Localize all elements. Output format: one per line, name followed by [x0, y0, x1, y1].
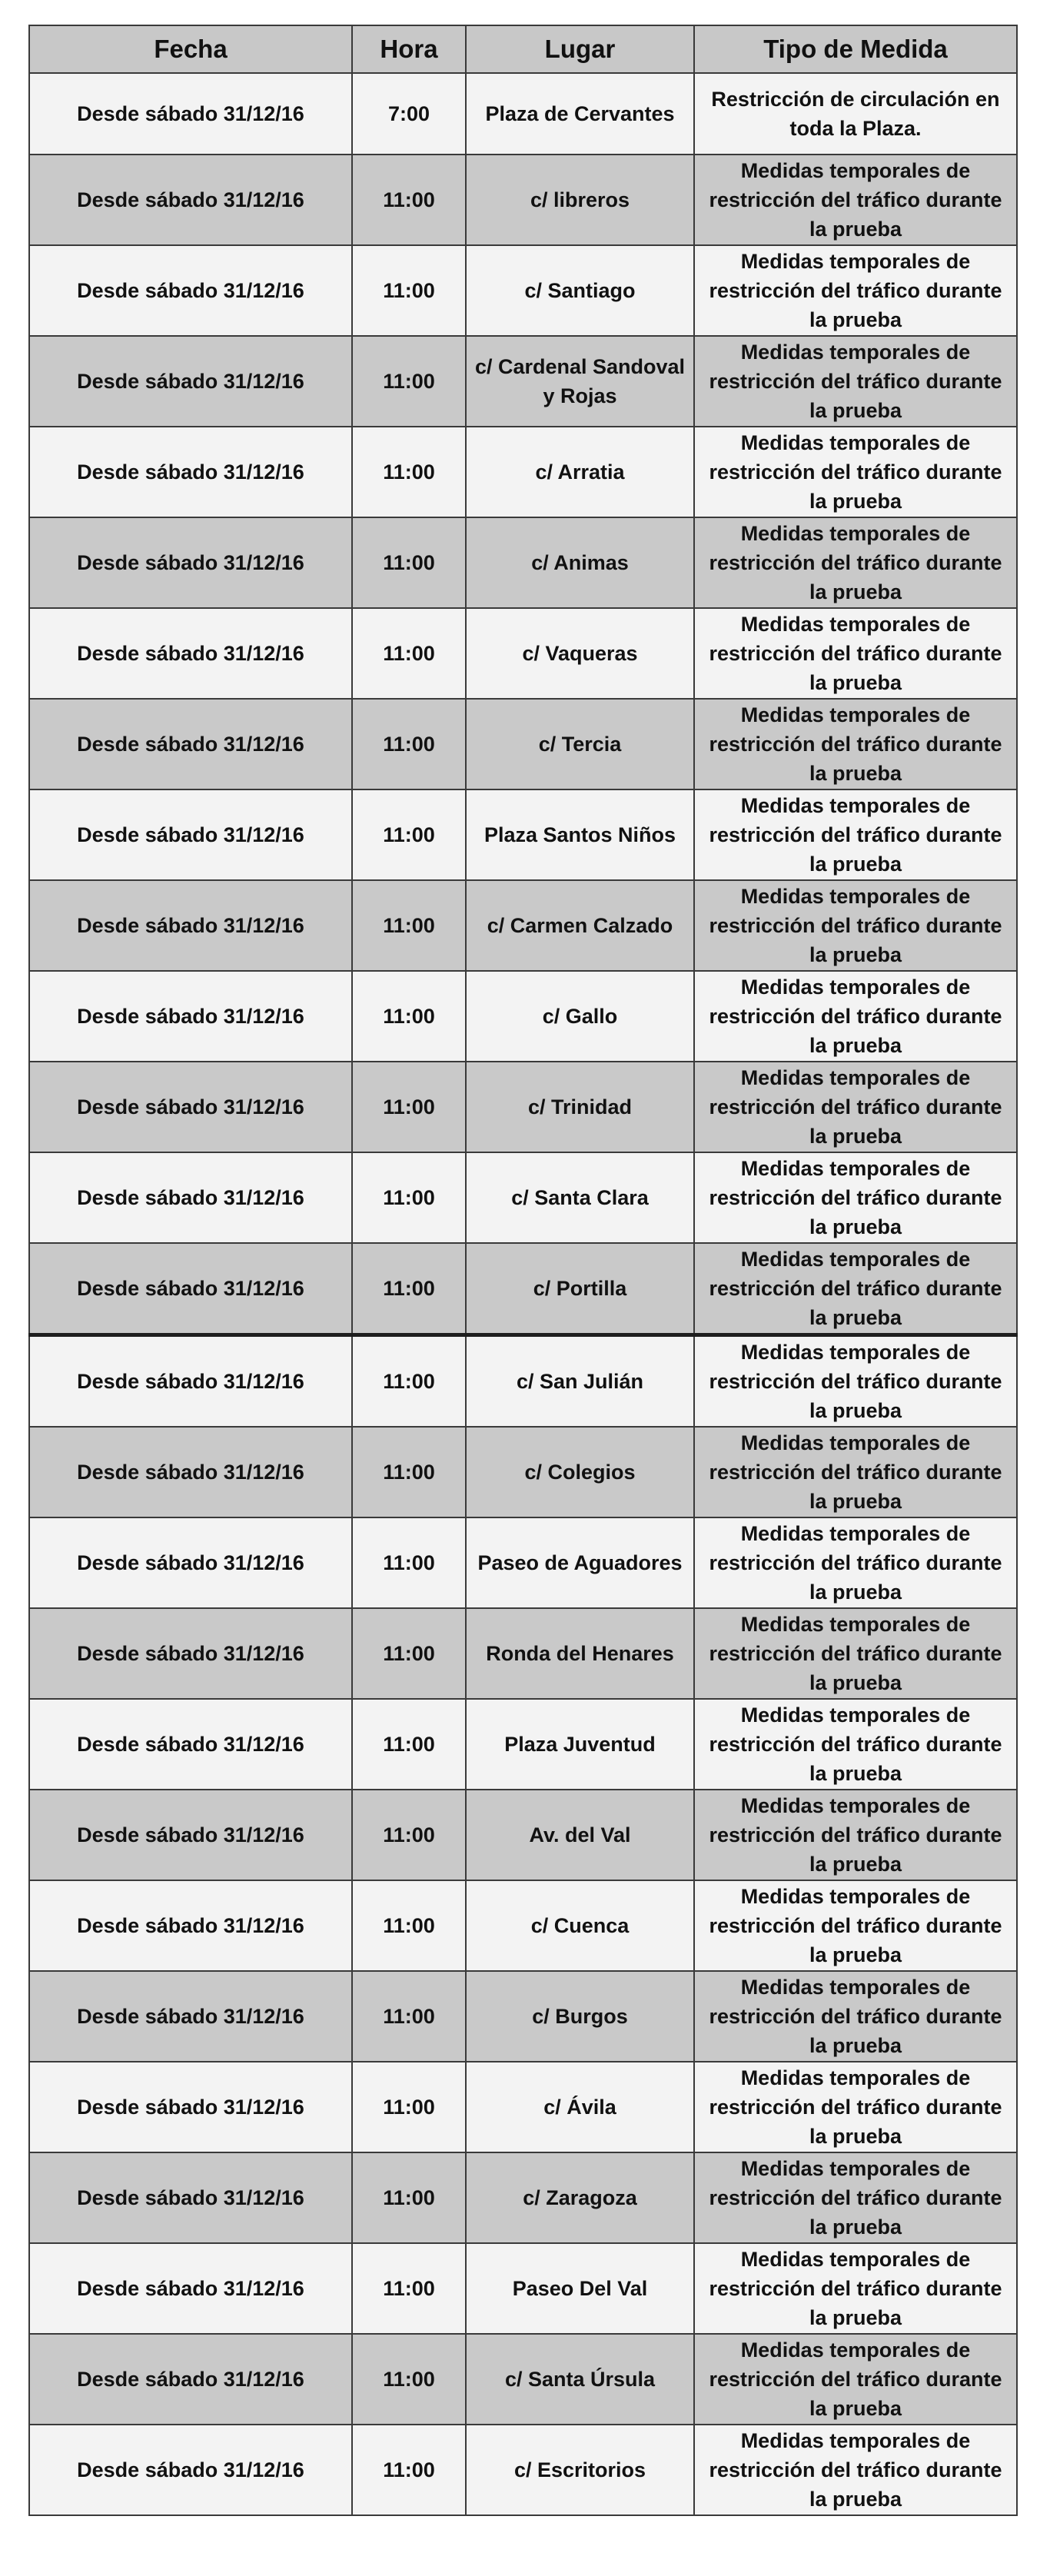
cell-lugar: c/ Burgos [466, 1971, 694, 2062]
cell-tipo-de-medida: Medidas temporales de restricción del tráfico durante la prueba [694, 789, 1017, 880]
table-row [29, 880, 1017, 971]
cell-tipo-de-medida: Medidas temporales de restricción del tráfico durante la prueba [694, 1971, 1017, 2062]
table-row [29, 245, 1017, 336]
traffic-measures-table [28, 25, 1018, 2516]
cell-fecha: Desde sábado 31/12/16 [29, 73, 352, 155]
header-tipo-de-medida: Tipo de Medida [694, 25, 1017, 73]
cell-hora: 11:00 [352, 2152, 466, 2243]
cell-fecha: Desde sábado 31/12/16 [29, 1880, 352, 1971]
cell-tipo-de-medida: Medidas temporales de restricción del tráfico durante la prueba [694, 2243, 1017, 2334]
table-row [29, 1517, 1017, 1608]
header-lugar: Lugar [466, 25, 694, 73]
cell-lugar: c/ Santiago [466, 245, 694, 336]
cell-lugar: c/ Colegios [466, 1427, 694, 1517]
cell-lugar: c/ Tercia [466, 699, 694, 789]
cell-fecha: Desde sábado 31/12/16 [29, 2152, 352, 2243]
cell-fecha: Desde sábado 31/12/16 [29, 1243, 352, 1335]
cell-lugar: c/ Ávila [466, 2062, 694, 2152]
table-row [29, 2062, 1017, 2152]
cell-hora: 11:00 [352, 2243, 466, 2334]
cell-lugar: Plaza Santos Niños [466, 789, 694, 880]
cell-tipo-de-medida: Medidas temporales de restricción del tráfico durante la prueba [694, 1790, 1017, 1880]
cell-lugar: c/ Trinidad [466, 1062, 694, 1152]
cell-fecha: Desde sábado 31/12/16 [29, 971, 352, 1062]
cell-tipo-de-medida: Medidas temporales de restricción del tráfico durante la prueba [694, 880, 1017, 971]
cell-tipo-de-medida: Medidas temporales de restricción del tráfico durante la prueba [694, 245, 1017, 336]
table-row [29, 73, 1017, 155]
cell-fecha: Desde sábado 31/12/16 [29, 608, 352, 699]
table-row [29, 608, 1017, 699]
table-header [29, 25, 1017, 73]
cell-hora: 11:00 [352, 789, 466, 880]
cell-hora: 11:00 [352, 1062, 466, 1152]
cell-tipo-de-medida: Restricción de circulación en toda la Plaza. [694, 73, 1017, 155]
cell-lugar: c/ Vaqueras [466, 608, 694, 699]
cell-fecha: Desde sábado 31/12/16 [29, 880, 352, 971]
table-row [29, 1427, 1017, 1517]
cell-lugar: Plaza de Cervantes [466, 73, 694, 155]
cell-fecha: Desde sábado 31/12/16 [29, 2243, 352, 2334]
cell-fecha: Desde sábado 31/12/16 [29, 1335, 352, 1428]
traffic-measures-table-wrapper [28, 25, 1016, 2516]
cell-lugar: c/ Santa Clara [466, 1152, 694, 1243]
table-row [29, 1335, 1017, 1428]
cell-hora: 11:00 [352, 245, 466, 336]
cell-hora: 11:00 [352, 1243, 466, 1335]
cell-tipo-de-medida: Medidas temporales de restricción del tráfico durante la prueba [694, 1880, 1017, 1971]
table-row [29, 1971, 1017, 2062]
cell-lugar: c/ Santa Úrsula [466, 2334, 694, 2425]
cell-lugar: Paseo Del Val [466, 2243, 694, 2334]
cell-fecha: Desde sábado 31/12/16 [29, 1427, 352, 1517]
cell-lugar: c/ Portilla [466, 1243, 694, 1335]
cell-fecha: Desde sábado 31/12/16 [29, 789, 352, 880]
cell-hora: 11:00 [352, 1608, 466, 1699]
table-row [29, 2152, 1017, 2243]
cell-fecha: Desde sábado 31/12/16 [29, 1152, 352, 1243]
cell-fecha: Desde sábado 31/12/16 [29, 2425, 352, 2515]
cell-tipo-de-medida: Medidas temporales de restricción del tráfico durante la prueba [694, 699, 1017, 789]
table-row [29, 789, 1017, 880]
header-fecha: Fecha [29, 25, 352, 73]
cell-fecha: Desde sábado 31/12/16 [29, 1517, 352, 1608]
cell-hora: 11:00 [352, 971, 466, 1062]
cell-hora: 11:00 [352, 1152, 466, 1243]
cell-tipo-de-medida: Medidas temporales de restricción del tráfico durante la prueba [694, 2152, 1017, 2243]
cell-tipo-de-medida: Medidas temporales de restricción del tráfico durante la prueba [694, 1699, 1017, 1790]
cell-tipo-de-medida: Medidas temporales de restricción del tráfico durante la prueba [694, 1243, 1017, 1335]
cell-lugar: Av. del Val [466, 1790, 694, 1880]
cell-hora: 11:00 [352, 2425, 466, 2515]
cell-hora: 11:00 [352, 1880, 466, 1971]
cell-fecha: Desde sábado 31/12/16 [29, 336, 352, 427]
cell-lugar: c/ Gallo [466, 971, 694, 1062]
cell-tipo-de-medida: Medidas temporales de restricción del tráfico durante la prueba [694, 1152, 1017, 1243]
table-row [29, 699, 1017, 789]
cell-hora: 11:00 [352, 1427, 466, 1517]
table-row [29, 2425, 1017, 2515]
cell-tipo-de-medida: Medidas temporales de restricción del tráfico durante la prueba [694, 517, 1017, 608]
cell-lugar: c/ San Julián [466, 1335, 694, 1428]
cell-fecha: Desde sábado 31/12/16 [29, 699, 352, 789]
cell-hora: 11:00 [352, 880, 466, 971]
cell-tipo-de-medida: Medidas temporales de restricción del tráfico durante la prueba [694, 2425, 1017, 2515]
cell-hora: 11:00 [352, 1790, 466, 1880]
cell-lugar: c/ Cardenal Sandoval y Rojas [466, 336, 694, 427]
cell-lugar: c/ Zaragoza [466, 2152, 694, 2243]
cell-lugar: c/ Carmen Calzado [466, 880, 694, 971]
table-row [29, 1152, 1017, 1243]
cell-tipo-de-medida: Medidas temporales de restricción del tráfico durante la prueba [694, 2062, 1017, 2152]
cell-hora: 11:00 [352, 336, 466, 427]
cell-fecha: Desde sábado 31/12/16 [29, 1062, 352, 1152]
cell-tipo-de-medida: Medidas temporales de restricción del tráfico durante la prueba [694, 1608, 1017, 1699]
cell-lugar: Paseo de Aguadores [466, 1517, 694, 1608]
cell-hora: 11:00 [352, 2334, 466, 2425]
cell-fecha: Desde sábado 31/12/16 [29, 427, 352, 517]
cell-hora: 7:00 [352, 73, 466, 155]
cell-hora: 11:00 [352, 1517, 466, 1608]
cell-lugar: c/ Escritorios [466, 2425, 694, 2515]
cell-tipo-de-medida: Medidas temporales de restricción del tráfico durante la prueba [694, 1335, 1017, 1428]
cell-fecha: Desde sábado 31/12/16 [29, 2334, 352, 2425]
cell-tipo-de-medida: Medidas temporales de restricción del tráfico durante la prueba [694, 1427, 1017, 1517]
cell-tipo-de-medida: Medidas temporales de restricción del tráfico durante la prueba [694, 1062, 1017, 1152]
header-hora: Hora [352, 25, 466, 73]
cell-hora: 11:00 [352, 1699, 466, 1790]
cell-lugar: Plaza Juventud [466, 1699, 694, 1790]
table-row [29, 336, 1017, 427]
cell-fecha: Desde sábado 31/12/16 [29, 1971, 352, 2062]
header-row [29, 25, 1017, 73]
table-row [29, 1243, 1017, 1335]
cell-hora: 11:00 [352, 608, 466, 699]
table-row [29, 971, 1017, 1062]
cell-hora: 11:00 [352, 2062, 466, 2152]
table-row [29, 1062, 1017, 1152]
cell-tipo-de-medida: Medidas temporales de restricción del tráfico durante la prueba [694, 427, 1017, 517]
cell-fecha: Desde sábado 31/12/16 [29, 2062, 352, 2152]
cell-tipo-de-medida: Medidas temporales de restricción del tráfico durante la prueba [694, 1517, 1017, 1608]
table-row [29, 1699, 1017, 1790]
cell-fecha: Desde sábado 31/12/16 [29, 517, 352, 608]
table-row [29, 1880, 1017, 1971]
cell-fecha: Desde sábado 31/12/16 [29, 1608, 352, 1699]
cell-tipo-de-medida: Medidas temporales de restricción del tráfico durante la prueba [694, 336, 1017, 427]
cell-tipo-de-medida: Medidas temporales de restricción del tráfico durante la prueba [694, 971, 1017, 1062]
table-row [29, 2334, 1017, 2425]
cell-hora: 11:00 [352, 517, 466, 608]
cell-hora: 11:00 [352, 699, 466, 789]
cell-lugar: c/ Cuenca [466, 1880, 694, 1971]
cell-tipo-de-medida: Medidas temporales de restricción del tráfico durante la prueba [694, 155, 1017, 245]
cell-hora: 11:00 [352, 155, 466, 245]
table-row [29, 2243, 1017, 2334]
cell-hora: 11:00 [352, 1335, 466, 1428]
cell-hora: 11:00 [352, 427, 466, 517]
cell-lugar: c/ libreros [466, 155, 694, 245]
cell-tipo-de-medida: Medidas temporales de restricción del tráfico durante la prueba [694, 2334, 1017, 2425]
table-body [29, 73, 1017, 2515]
cell-hora: 11:00 [352, 1971, 466, 2062]
table-row [29, 1790, 1017, 1880]
table-row [29, 427, 1017, 517]
table-row [29, 517, 1017, 608]
cell-lugar: c/ Animas [466, 517, 694, 608]
cell-fecha: Desde sábado 31/12/16 [29, 245, 352, 336]
cell-fecha: Desde sábado 31/12/16 [29, 1790, 352, 1880]
table-row [29, 155, 1017, 245]
cell-tipo-de-medida: Medidas temporales de restricción del tráfico durante la prueba [694, 608, 1017, 699]
cell-fecha: Desde sábado 31/12/16 [29, 155, 352, 245]
cell-lugar: c/ Arratia [466, 427, 694, 517]
cell-fecha: Desde sábado 31/12/16 [29, 1699, 352, 1790]
table-row [29, 1608, 1017, 1699]
cell-lugar: Ronda del Henares [466, 1608, 694, 1699]
